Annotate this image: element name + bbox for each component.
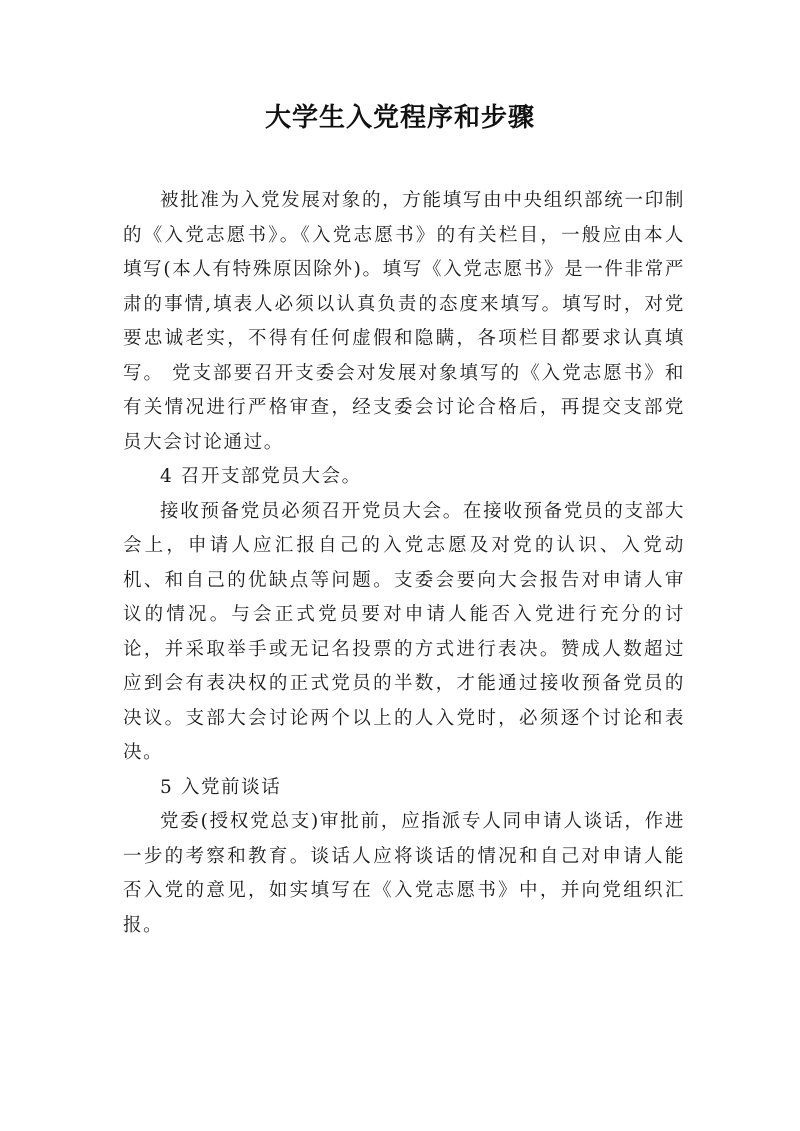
section-heading-pre-admission-talk: 5 入党前谈话 <box>160 776 282 798</box>
page-title: 大学生入党程序和步骤 <box>264 103 535 133</box>
paragraph-pre-admission-talk: 党委(授权党总支)审批前，应指派专人同申请人谈话，作进一步的考察和教育。谈话人应将谈话的情况和自己对申请人能否入党的意见，如实填写在《入党志愿书》中，并向党组织汇报。 <box>123 811 685 936</box>
paragraph-application-form: 被批准为入党发展对象的，方能填写由中央组织部统一印制的《入党志愿书》。《入党志愿书》的有关栏目，一般应由本人填写(本人有特殊原因除外)。填写《入党志愿书》是一件非常严肃的事情,填表人必须以认真负责的态度来填写。填写时，对党要忠诚老实，不得有任何虚假和隐瞒，各项栏目都要求认真填写。 党支部要召开支委会对发展对象填写的《入党志愿书》和有关情况进行严格审查，经支委会讨论合格后，再提交支部党员大会讨论通过。 <box>123 190 685 453</box>
paragraph-branch-meeting: 接收预备党员必须召开党员大会。在接收预备党员的支部大会上，申请人应汇报自己的入党志愿及对党的认识、入党动机、和自己的优缺点等问题。支委会要向大会报告对申请人审议的情况。与会正式党员要对申请人能否入党进行充分的讨论，并采取举手或无记名投票的方式进行表决。赞成人数超过应到会有表决权的正式党员的半数，才能通过接收预备党员的决议。支部大会讨论两个以上的人入党时，必须逐个讨论和表决。 <box>123 500 685 763</box>
section-heading-branch-meeting: 4 召开支部党员大会。 <box>160 466 362 487</box>
document-body <box>123 184 685 943</box>
